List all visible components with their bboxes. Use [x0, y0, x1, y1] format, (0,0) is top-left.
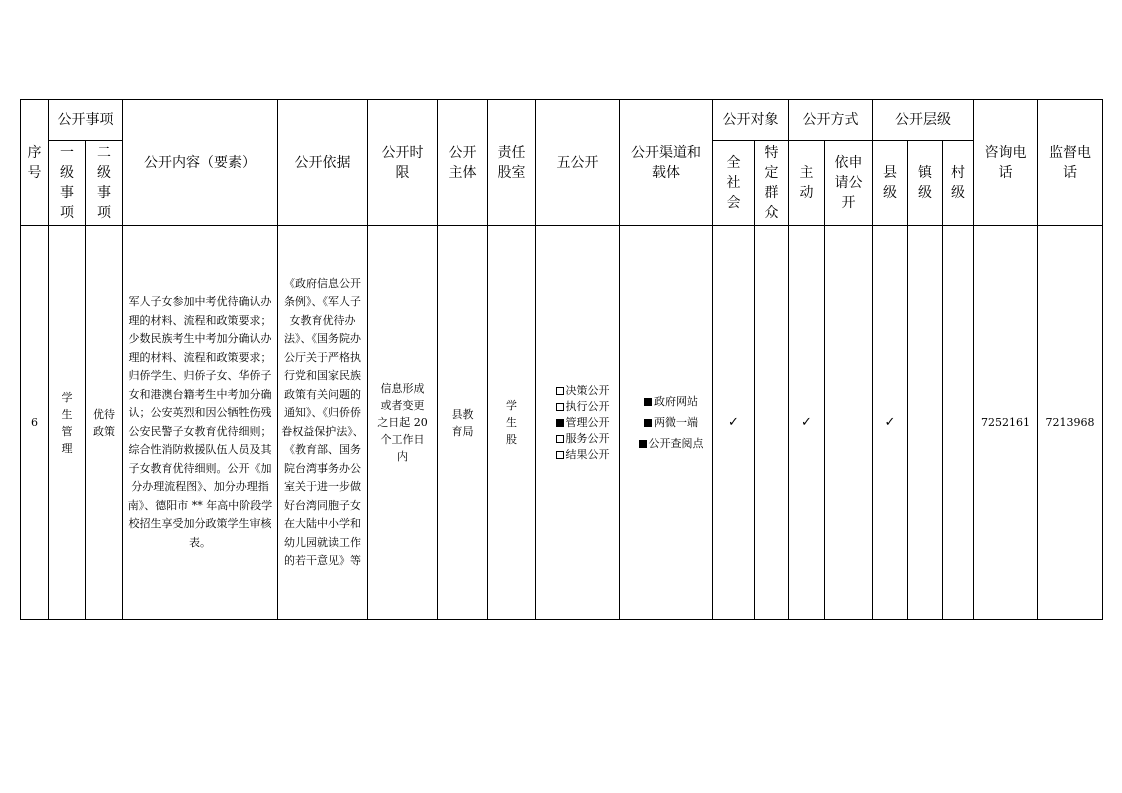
header-five: 五公开 [536, 100, 620, 226]
row-method-active: ✓ [789, 226, 825, 620]
header-level2: 二 级 事 项 [86, 141, 123, 226]
row-level-village [943, 226, 974, 620]
five-item: 管理公开 [546, 415, 619, 431]
header-method-request: 依申 请公 开 [825, 141, 873, 226]
table-row [21, 226, 1103, 620]
row-content: 军人子女参加中考优待确认办理的材料、流程和政策要求；少数民族考生中考加分确认办理的材料、流程和政策要求；归侨学生、归侨子女、华侨子女和港澳台籍考生中考加分确认；公安英烈和因公牺牲伤残公安民警子女教育优待细则；综合性消防救援队伍人员及其子女教育优待细则。公开《加分办理流程图》、加分办理指南》、德阳市 ** 年高中阶段学校招生享受加分政策学生审核表。 [123, 226, 278, 620]
header-basis: 公开依据 [278, 100, 368, 226]
header-channel: 公开渠道和 载体 [620, 100, 713, 226]
row-method-request [825, 226, 873, 620]
checkbox-icon [556, 387, 564, 395]
checkbox-filled-icon [556, 419, 564, 427]
five-item: 执行公开 [546, 399, 619, 415]
channel-item: 政府网站 [630, 391, 712, 412]
header-level-group: 公开层级 [873, 100, 974, 141]
header-level-county: 县 级 [873, 141, 908, 226]
header-phone: 咨询电 话 [974, 100, 1038, 226]
row-supervise: 7213968 [1038, 226, 1103, 620]
disclosure-table [20, 99, 1103, 620]
square-bullet-icon [644, 419, 652, 427]
row-channel-list [620, 226, 713, 620]
row-subject: 县教 育局 [438, 226, 488, 620]
row-time-limit: 信息形成 或者变更 之日起 20 个工作日 内 [368, 226, 438, 620]
row-basis: 《政府信息公开条例》、《军人子女教育优待办法》、《国务院办公厅关于严格执行党和国家民族政策有关问题的通知》、《归侨侨眷权益保护法》、《教育部、国务院台湾事务办公室关于进一步做好台湾同胞子女在大陆中小学和幼儿园就读工作的若干意见》等 [278, 226, 368, 620]
header-level-town: 镇 级 [908, 141, 943, 226]
checkbox-icon [556, 403, 564, 411]
row-seq: 6 [21, 226, 49, 620]
row-phone: 7252161 [974, 226, 1038, 620]
channel-item: 两微一端 [630, 412, 712, 433]
row-target-all: ✓ [713, 226, 755, 620]
header-time-limit: 公开时 限 [368, 100, 438, 226]
header-target-group: 公开对象 [713, 100, 789, 141]
square-bullet-icon [639, 440, 647, 448]
header-supervise: 监督电 话 [1038, 100, 1103, 226]
row-target-specific [755, 226, 789, 620]
row-level1: 学 生 管 理 [49, 226, 86, 620]
row-dept: 学 生 股 [488, 226, 536, 620]
header-dept: 责任 股室 [488, 100, 536, 226]
five-item: 决策公开 [546, 383, 619, 399]
row-five-list [536, 226, 620, 620]
checkbox-icon [556, 451, 564, 459]
header-items-group: 公开事项 [49, 100, 123, 141]
channel-item: 公开查阅点 [630, 433, 712, 454]
header-method-group: 公开方式 [789, 100, 873, 141]
row-level2: 优待 政策 [86, 226, 123, 620]
five-item: 结果公开 [546, 447, 619, 463]
row-level-town [908, 226, 943, 620]
row-level-county: ✓ [873, 226, 908, 620]
checkbox-icon [556, 435, 564, 443]
header-seq: 序 号 [21, 100, 49, 226]
header-level-village: 村 级 [943, 141, 974, 226]
header-content: 公开内容（要素） [123, 100, 278, 226]
square-bullet-icon [644, 398, 652, 406]
header-target-specific: 特 定 群 众 [755, 141, 789, 226]
header-method-active: 主 动 [789, 141, 825, 226]
five-item: 服务公开 [546, 431, 619, 447]
header-level1: 一 级 事 项 [49, 141, 86, 226]
header-subject: 公开 主体 [438, 100, 488, 226]
header-target-all: 全 社 会 [713, 141, 755, 226]
